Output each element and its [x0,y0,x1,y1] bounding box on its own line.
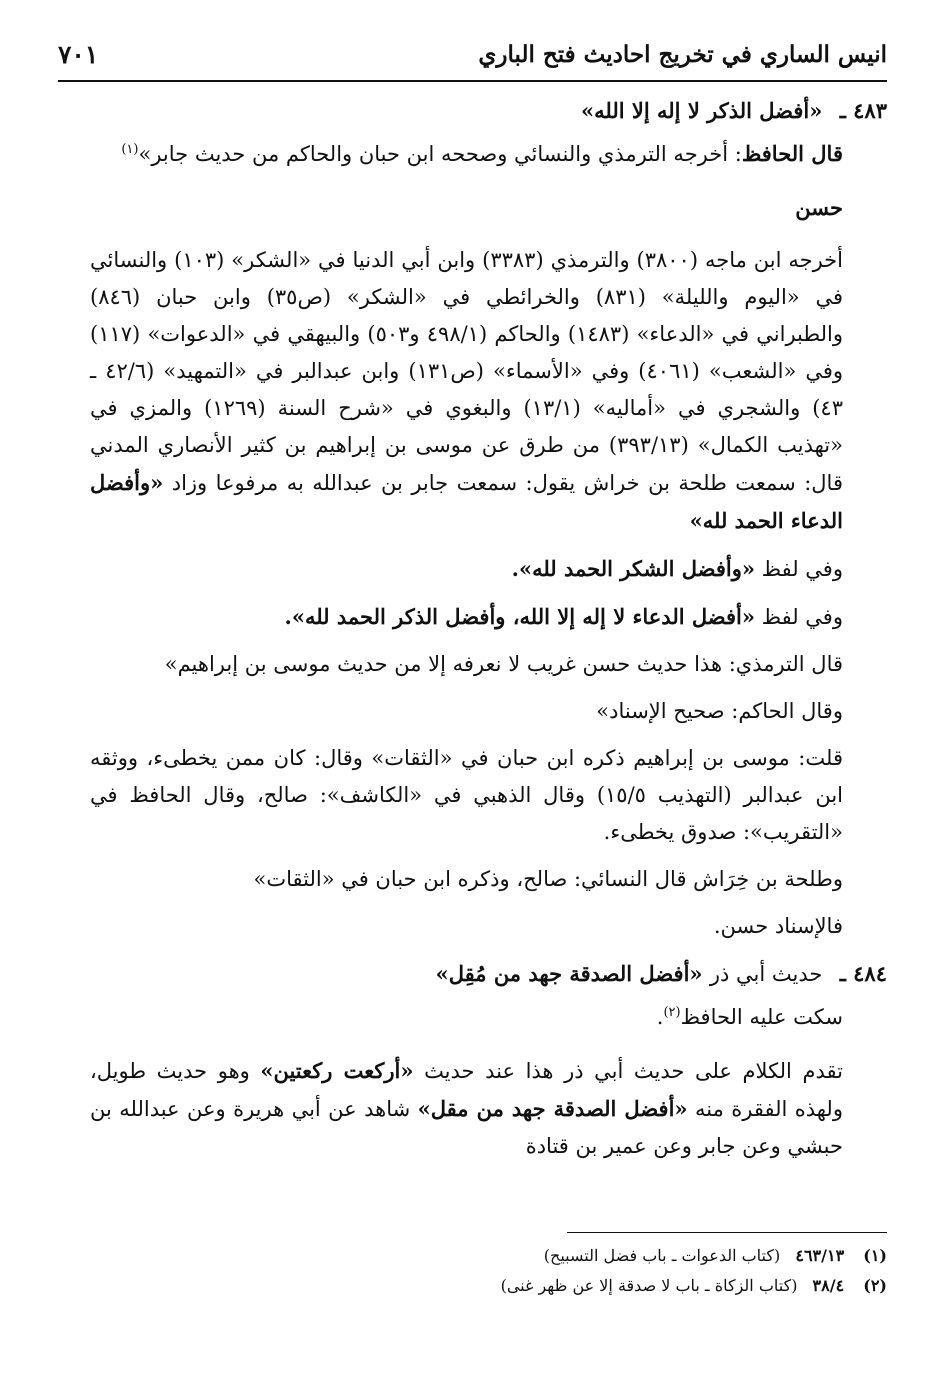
tirmidhi-statement: قال الترمذي: هذا حديث حسن غريب لا نعرفه إلا من حديث موسى بن إبراهيم» [164,652,843,676]
taqaddama-text-1: تقدم الكلام على حديث أبي ذر هذا عند حديث [424,1059,843,1083]
hafiz-statement [90,135,887,173]
running-header [58,28,887,82]
footnote-2-text: (كتاب الزكاة ـ باب لا صدقة إلا عن ظهر غنى) [500,1276,798,1295]
footnote-divider [567,1232,887,1233]
footnote-2-reference: ٣٨/٤ [812,1276,845,1295]
footnote-2 [90,1271,887,1301]
book-title: انيس الساري في تخريج احاديث فتح الباري [478,40,887,68]
footnote-1 [90,1241,887,1271]
footnote-ref-1: (١) [121,142,139,157]
lafz-1-prefix: وفي لفظ [761,557,843,581]
footnote-1-number: (١) [863,1246,887,1265]
taqaddama-text-3: شاهد عن أبي هريرة وعن عبدالله بن حبشي وعن جابر وعن عمير بن قتادة [90,1097,843,1158]
grade-label: حسن [795,195,843,220]
page-number: ٧٠١ [58,39,99,69]
hadith-483-number: ٤٨٣ ـ [839,98,887,123]
hadith-484-prefix: حديث أبي ذر [709,962,823,986]
isnad-conclusion: فالإسناد حسن. [713,914,843,938]
lafz-2-text: «أفضل الدعاء لا إله إلا الله، وأفضل الذكر الحمد لله». [284,604,755,629]
footnote-1-reference: ٤٦٣/١٣ [795,1246,845,1265]
hadith-483-title: «أفضل الذكر لا إله إلا الله» [581,98,823,123]
lafz-1 [90,550,887,588]
takhrij-text: أخرجه ابن ماجه (٣٨٠٠) والترمذي (٣٣٨٣) وابن أبي الدنيا في «الشكر» (١٠٣) والنسائي في «اليوم والليلة» (٨٣١) والخرائطي في «الشكر» (ص٣٥) وابن حبان (٨٤٦) والطبراني في «الدعاء» (١٤٨٣) والحاكم (٤٩٨/١ و٥٠٣) والبيهقي في «الدعوات» (١١٧) وفي «الشعب» (٤٠٦١) وفي «الأسماء» (ص١٣١) وابن عبدالبر في «التمهيد» (٤٢/٦ ـ ٤٣) والشجري في «أماليه» (١٣/١) والبغوي في «شرح السنة (١٢٦٩) والمزي في «تهذيب الكمال» (٣٩٣/١٣) من طرق عن موسى بن إبراهيم بن كثير الأنصاري المدني قال: سمعت طلحة بن خراش يقول: سمعت جابر بن عبدالله به مرفوعا وزاد [90,248,844,495]
taqaddama-bold-2: «أفضل الصدقة جهد من مقل» [417,1096,688,1121]
hadith-484-title: «أفضل الصدقة جهد من مُقِل» [435,961,703,986]
footnote-2-number: (٢) [863,1276,887,1295]
footnote-ref-2: (٢) [663,1005,681,1020]
hakim-statement: وقال الحاكم: صحيح الإسناد» [596,699,843,723]
hadith-483-heading [90,92,887,129]
sakata-text: سكت عليه الحافظ [680,1005,843,1029]
taqaddama-text-2: وهو حديث طويل، ولهذه الفقرة منه [90,1059,843,1121]
talha-statement: وطلحة بن خِرَاش قال النسائي: صالح، وذكره ابن حبان في «الثقات» [253,867,843,891]
main-text [90,92,887,1165]
takhrij-paragraph [90,242,887,540]
hadith-484-heading [90,955,887,993]
taqaddama-paragraph [90,1052,887,1165]
takhrij-addition: «وأفضل الدعاء الحمد لله» [90,470,843,533]
qultu-paragraph: قلت: موسى بن إبراهيم ذكره ابن حبان في «الثقات» وقال: كان ممن يخطىء، ووثقه ابن عبدالبر (التهذيب ١٥/٥) وقال الذهبي في «الكاشف»: صالح، وقال الحافظ في «التقريب»: صدوق يخطىء. [90,746,843,844]
lafz-1-text: «وأفضل الشكر الحمد لله». [511,556,755,581]
footnote-1-text: (كتاب الدعوات ـ باب فضل التسبيح) [543,1246,781,1265]
sakata-statement: سكت عليه الحافظ$^{(٢)}$. [656,1005,843,1029]
hadith-484-number: ٤٨٤ ـ [839,961,887,986]
footnotes [90,1232,887,1301]
lafz-2 [90,598,887,636]
taqaddama-bold-1: «أركعت ركعتين» [260,1058,414,1083]
hafiz-text: : أخرجه الترمذي والنسائي وصححه ابن حبان والحاكم من حديث جابر» [138,142,742,166]
hafiz-label: قال الحافظ [741,141,843,166]
lafz-2-prefix: وفي لفظ [761,605,843,629]
